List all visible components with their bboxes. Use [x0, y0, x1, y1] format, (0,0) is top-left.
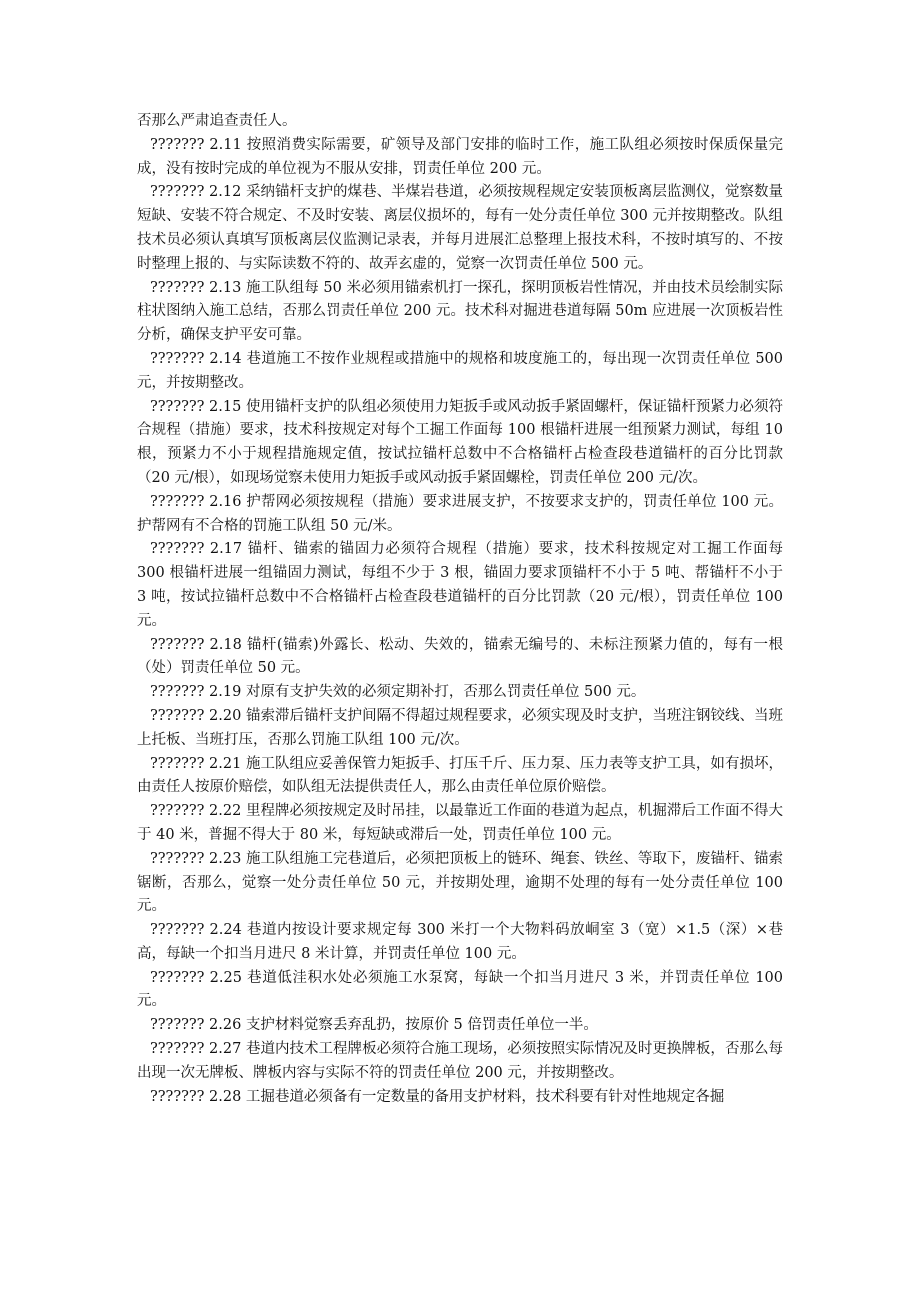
paragraph-2-19: ??????? 2.19 对原有支护失效的必须定期补打，否那么罚责任单位 500 元。 [150, 684, 646, 701]
paragraph-continuation: 否那么严肃追查责任人。 [137, 113, 297, 129]
paragraph-2-17: ??????? 2.17 锚杆、锚索的锚固力必须符合规程（措施）要求，技术科按规定对工掘工作面每 300 根锚杆进展一组锚固力测试，每组不少于 3 根，锚固力要求顶锚杆不小于 5 吨、帮锚杆不小于 3 吨，按试拉锚杆总数中不合格锚杆占检查段巷道锚杆的百分比罚款（20 元/根），罚责任单位 100 元。 [137, 541, 783, 629]
paragraph-2-25: ??????? 2.25 巷道低洼积水处必须施工水泵窝，每缺一个扣当月进尺 3 米，并罚责任单位 100 元。 [137, 969, 783, 1010]
paragraph-2-11: ??????? 2.11 按照消费实际需要，矿领导及部门安排的临时工作，施工队组必须按时保质保量完成，没有按时完成的单位视为不服从安排，罚责任单位 200 元。 [137, 136, 783, 177]
paragraph-2-20: ??????? 2.20 锚索滞后锚杆支护间隔不得超过规程要求，必须实现及时支护，当班注钢铰线、当班上托板、当班打压，否那么罚施工队组 100 元/次。 [137, 707, 783, 748]
paragraph-2-22: ??????? 2.22 里程牌必须按规定及时吊挂，以最靠近工作面的巷道为起点，机掘滞后工作面不得大于 40 米，普掘不得大于 80 米，每短缺或滞后一处，罚责任单位 100 元。 [137, 803, 783, 843]
paragraph-2-23: ??????? 2.23 施工队组施工完巷道后，必须把顶板上的链环、绳套、铁丝、等取下，废锚杆、锚索锯断，否那么，觉察一处分责任单位 50 元，并按期处理，逾期不处理的每有一处分责任单位 100 元。 [137, 850, 783, 915]
paragraph-2-18: ??????? 2.18 锚杆(锚索)外露长、松动、失效的，锚索无编号的、未标注预紧力值的，每有一根（处）罚责任单位 50 元。 [137, 636, 783, 677]
paragraph-2-13: ??????? 2.13 施工队组每 50 米必须用锚索机打一探孔，探明顶板岩性情况，并由技术员绘制实际柱状图纳入施工总结，否那么罚责任单位 200 元。技术科对掘进巷道每隔 50m 应进展一次顶板岩性分析，确保支护平安可靠。 [137, 279, 783, 344]
paragraph-2-24: ??????? 2.24 巷道内按设计要求规定每 300 米打一个大物料码放峒室 3（宽）×1.5（深）×巷高，每缺一个扣当月进尺 8 米计算，并罚责任单位 100 元。 [137, 922, 783, 962]
paragraph-2-28: ??????? 2.28 工掘巷道必须备有一定数量的备用支护材料，技术科要有针对性地规定各掘 [150, 1088, 725, 1105]
paragraph-2-14: ??????? 2.14 巷道施工不按作业规程或措施中的规格和坡度施工的，每出现一次罚责任单位 500 元，并按期整改。 [137, 350, 783, 391]
paragraph-2-15: ??????? 2.15 使用锚杆支护的队组必须使用力矩扳手或风动扳手紧固螺杆，保证锚杆预紧力必须符合规程（措施）要求，技术科按规定对每个工掘工作面每 100 根锚杆进展一组预紧力测试，每组 10 根，预紧力不小于规程措施规定值，按试拉锚杆总数中不合格锚杆占检查段巷道锚杆的百分比罚款（20 元/根），如现场觉察未使用力矩扳手或风动扳手紧固螺栓，罚责任单位 200 元/次。 [137, 398, 783, 486]
paragraph-2-27: ??????? 2.27 巷道内技术工程牌板必须符合施工现场，必须按照实际情况及时更换牌板，否那么每出现一次无牌板、牌板内容与实际不符的罚责任单位 200 元，并按期整改。 [137, 1041, 783, 1081]
paragraph-2-26: ??????? 2.26 支护材料觉察丢弃乱扔，按原价 5 倍罚责任单位一半。 [150, 1017, 598, 1034]
paragraph-2-16: ??????? 2.16 护帮网必须按规程（措施）要求进展支护，不按要求支护的，罚责任单位 100 元。护帮网有不合格的罚施工队组 50 元/米。 [137, 493, 783, 534]
document-body [137, 110, 783, 1109]
paragraph-2-12: ??????? 2.12 采纳锚杆支护的煤巷、半煤岩巷道，必须按规程规定安装顶板离层监测仪，觉察数量短缺、安装不符合规定、不及时安装、离层仪损坏的，每有一处分责任单位 300 元并按期整改。队组技术员必须认真填写顶板离层仪监测记录表，并每月进展汇总整理上报技术科，不按时填写的、不按时整理上报的、与实际读数不符的、故弄玄虚的，觉察一次罚责任单位 500 元。 [137, 184, 783, 272]
paragraph-2-21: ??????? 2.21 施工队组应妥善保管力矩扳手、打压千斤、压力泵、压力表等支护工具，如有损坏，由责任人按原价赔偿，如队组无法提供责任人，那么由责任单位原价赔偿。 [137, 755, 783, 796]
